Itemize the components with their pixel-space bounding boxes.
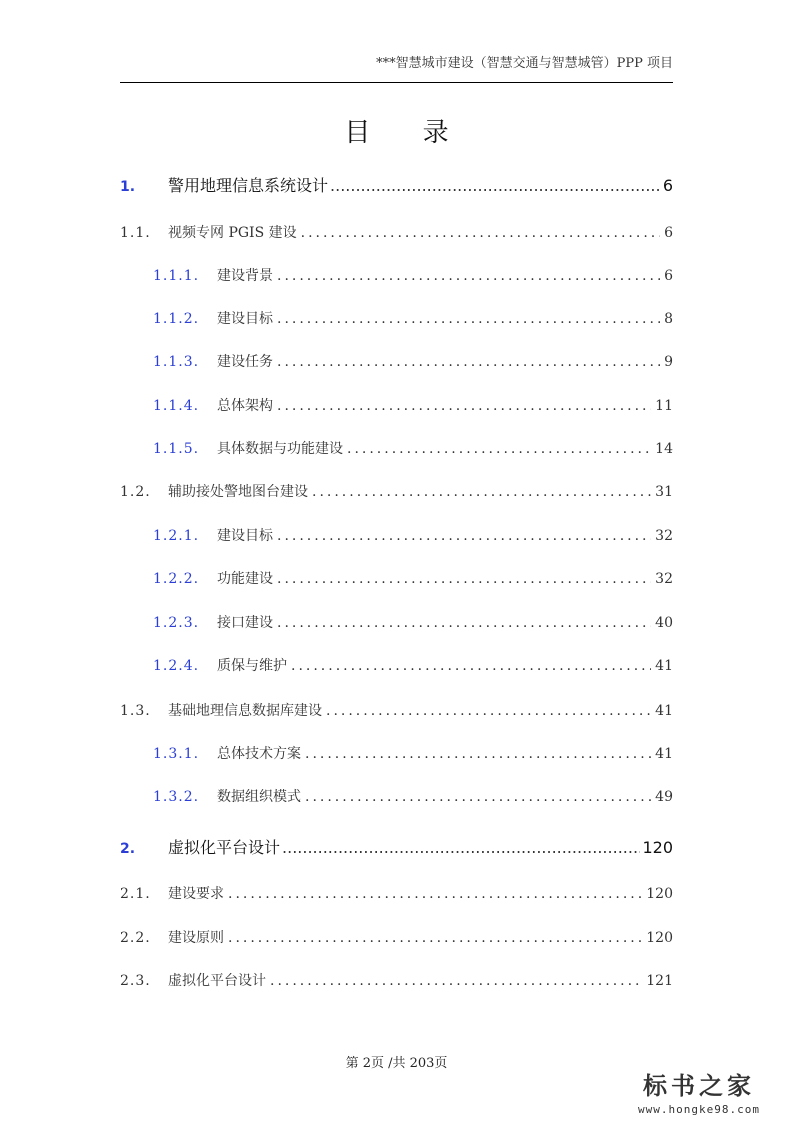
toc-entry-number: 1.1.2. xyxy=(153,311,200,327)
toc-entry-number: 1.2.1. xyxy=(153,528,200,544)
toc-entry-number: 2. xyxy=(120,841,136,857)
toc-entry-page: 9 xyxy=(664,354,673,370)
toc-dot-leader xyxy=(277,354,660,370)
toc-entry[interactable] xyxy=(153,568,673,590)
toc-entry[interactable] xyxy=(120,883,673,905)
toc-dot-leader xyxy=(301,225,660,241)
toc-entry-label: 总体架构 xyxy=(217,398,273,414)
toc-entry[interactable] xyxy=(120,927,673,949)
toc-entry-page: 41 xyxy=(655,658,673,674)
toc-entry-label: 具体数据与功能建设 xyxy=(217,441,343,457)
toc-entry-label: 接口建设 xyxy=(217,615,273,631)
toc-entry-page: 31 xyxy=(655,484,673,500)
toc-entry-page: 32 xyxy=(655,571,673,587)
toc-entry-page: 49 xyxy=(655,789,673,805)
toc-entry-page: 6 xyxy=(664,268,673,284)
toc-dot-leader xyxy=(291,658,651,674)
toc-entry-label: 建设任务 xyxy=(217,354,273,370)
toc-entry-number: 1.1. xyxy=(120,225,151,241)
toc-entry[interactable] xyxy=(153,438,673,460)
toc-entry-label: 虚拟化平台设计 xyxy=(168,838,281,857)
toc-entry-label: 视频专网 PGIS 建设 xyxy=(168,225,297,241)
header-divider xyxy=(120,82,673,83)
toc-dot-leader xyxy=(312,484,651,500)
toc-dot-leader xyxy=(277,528,651,544)
toc-dot-leader xyxy=(282,838,640,857)
toc-entry[interactable] xyxy=(153,786,673,808)
toc-dot-leader xyxy=(330,176,661,195)
page-title: 目 录 xyxy=(344,118,471,148)
toc-entry[interactable] xyxy=(120,700,673,722)
toc-entry-page: 14 xyxy=(655,441,673,457)
toc-entry-number: 1.2.2. xyxy=(153,571,200,587)
toc-entry-page: 32 xyxy=(655,528,673,544)
toc-entry-page: 8 xyxy=(664,311,673,327)
toc-entry-label: 建设原则 xyxy=(168,930,224,946)
toc-entry[interactable] xyxy=(120,173,673,195)
toc-entry-label: 建设要求 xyxy=(168,886,224,902)
toc-entry-page: 120 xyxy=(646,886,673,902)
toc-dot-leader xyxy=(277,398,651,414)
toc-entry-number: 2.3. xyxy=(120,973,151,989)
toc-dot-leader xyxy=(277,571,651,587)
toc-entry-number: 1.1.1. xyxy=(153,268,200,284)
toc-dot-leader xyxy=(270,973,642,989)
toc-entry-label: 建设目标 xyxy=(217,528,273,544)
watermark-url: www.hongke98.com xyxy=(638,1103,760,1116)
toc-entry-number: 1.1.3. xyxy=(153,354,200,370)
toc-entry-label: 总体技术方案 xyxy=(217,746,301,762)
toc-entry-label: 辅助接处警地图台建设 xyxy=(168,484,308,500)
toc-entry-number: 1.3. xyxy=(120,703,151,719)
toc-entry[interactable] xyxy=(153,308,673,330)
toc-dot-leader xyxy=(326,703,651,719)
toc-entry-number: 1.1.5. xyxy=(153,441,200,457)
toc-entry[interactable] xyxy=(153,265,673,287)
toc-entry-label: 建设目标 xyxy=(217,311,273,327)
watermark-logo xyxy=(619,1066,779,1116)
toc-entry[interactable] xyxy=(120,970,673,992)
toc-entry-number: 1. xyxy=(120,179,136,195)
toc-entry[interactable] xyxy=(153,612,673,634)
toc-dot-leader xyxy=(277,615,651,631)
toc-entry-page: 41 xyxy=(655,703,673,719)
toc-dot-leader xyxy=(228,886,642,902)
toc-dot-leader xyxy=(305,789,651,805)
toc-dot-leader xyxy=(347,441,651,457)
toc-entry-page: 120 xyxy=(642,838,673,857)
toc-entry-number: 2.1. xyxy=(120,886,151,902)
toc-entry-page: 41 xyxy=(655,746,673,762)
toc-entry-label: 功能建设 xyxy=(217,571,273,587)
toc-entry-number: 1.2. xyxy=(120,484,151,500)
toc-entry[interactable] xyxy=(153,655,673,677)
toc-entry[interactable] xyxy=(120,481,673,503)
toc-entry-number: 1.2.3. xyxy=(153,615,200,631)
toc-entry-page: 121 xyxy=(646,973,673,989)
toc-dot-leader xyxy=(277,311,660,327)
toc-entry-label: 质保与维护 xyxy=(217,658,287,674)
toc-entry-page: 6 xyxy=(662,176,673,195)
toc-entry[interactable] xyxy=(153,525,673,547)
toc-entry-label: 警用地理信息系统设计 xyxy=(168,176,329,195)
toc-entry-page: 40 xyxy=(655,615,673,631)
toc-entry[interactable] xyxy=(120,835,673,857)
toc-entry-label: 数据组织模式 xyxy=(217,789,301,805)
toc-entry-number: 2.2. xyxy=(120,930,151,946)
toc-entry[interactable] xyxy=(153,395,673,417)
page-footer: 第 2页 /共 203页 xyxy=(345,1056,448,1071)
toc-entry-page: 6 xyxy=(664,225,673,241)
toc-entry-number: 1.1.4. xyxy=(153,398,200,414)
page-header: ***智慧城市建设（智慧交通与智慧城管）PPP 项目 xyxy=(376,56,673,71)
toc-dot-leader xyxy=(305,746,651,762)
toc-entry[interactable] xyxy=(120,222,673,244)
toc-dot-leader xyxy=(277,268,660,284)
toc-entry-number: 1.3.2. xyxy=(153,789,200,805)
toc-entry-page: 120 xyxy=(646,930,673,946)
watermark-text: 标书之家 xyxy=(643,1072,755,1100)
toc-entry-number: 1.2.4. xyxy=(153,658,200,674)
toc-entry-number: 1.3.1. xyxy=(153,746,200,762)
toc-entry-label: 基础地理信息数据库建设 xyxy=(168,703,322,719)
toc-entry-label: 建设背景 xyxy=(217,268,273,284)
toc-entry-page: 11 xyxy=(655,398,673,414)
toc-dot-leader xyxy=(228,930,642,946)
toc-entry-label: 虚拟化平台设计 xyxy=(168,973,266,989)
toc-entry[interactable] xyxy=(153,743,673,765)
toc-entry[interactable] xyxy=(153,351,673,373)
